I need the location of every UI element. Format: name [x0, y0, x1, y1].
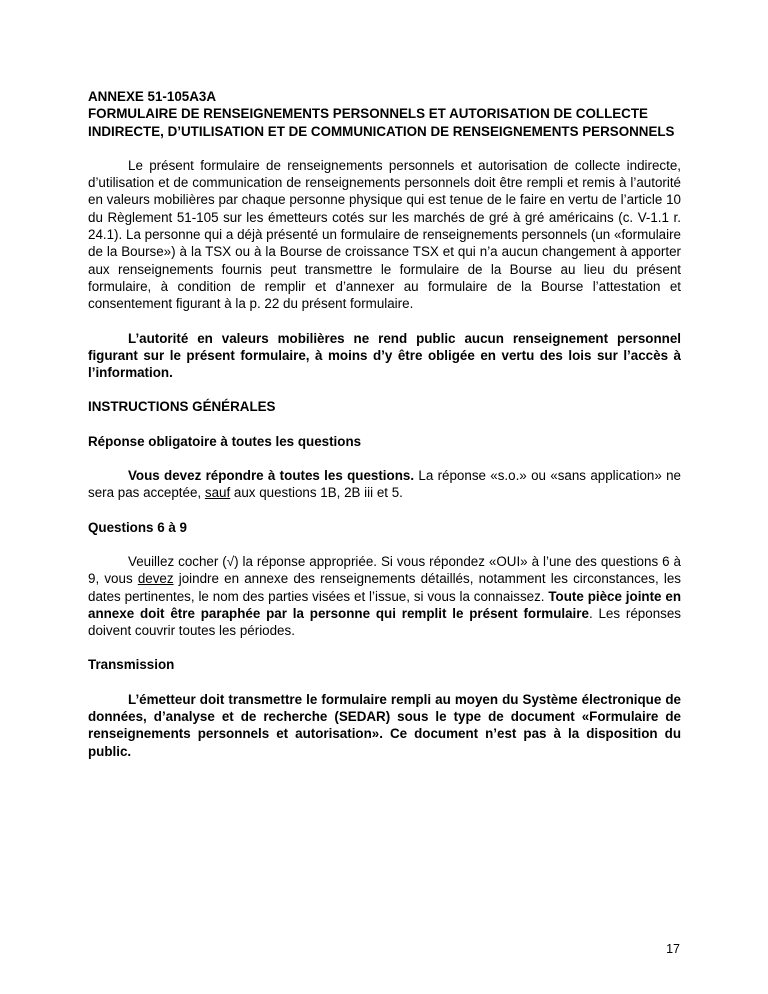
section-heading-questions: Questions 6 à 9	[88, 519, 187, 535]
section-heading-mandatory: Réponse obligatoire à toutes les questions	[88, 433, 362, 449]
general-instructions-heading: INSTRUCTIONS GÉNÉRALES	[88, 399, 276, 415]
mandatory-text-a: La réponse «s.o.» ou «sans application» ne sera pas acceptée,	[88, 468, 681, 501]
form-title: FORMULAIRE DE RENSEIGNEMENTS PERSONNELS ET AUTORISATION DE COLLECTE INDIRECTE, D’UTILISATION ET DE COMMUNICATION DE RENSEIGNEMENTS PERSONNELS	[88, 106, 675, 139]
mandatory-bold: Vous devez répondre à toutes les questions.	[128, 468, 415, 484]
document-page	[88, 88, 681, 760]
annex-number: ANNEXE 51-105A3A	[88, 89, 217, 104]
questions-paragraph	[88, 553, 681, 639]
questions-text-c: . Les réponses doivent couvrir toutes les périodes.	[88, 605, 681, 639]
privacy-notice: L’autorité en valeurs mobilières ne rend public aucun renseignement personnel figurant sur le présent formulaire, à moins d’y être obligée en vertu des lois sur l’accès à l’information.	[88, 330, 681, 381]
mandatory-underline: sauf	[204, 485, 231, 501]
questions-bold: Toute pièce jointe en annexe doit être paraphée par la personne qui remplit le présent formulaire	[88, 588, 681, 621]
mandatory-text-b: aux questions 1B, 2B iii et 5.	[230, 485, 403, 501]
section-heading-transmission: Transmission	[88, 657, 175, 673]
mandatory-paragraph	[88, 467, 681, 502]
questions-text-a: Veuillez cocher (√) la réponse appropriée. Si vous répondez «OUI» à l’une des questions 6 à 9, vous	[88, 553, 681, 587]
page-number: 17	[666, 942, 680, 956]
questions-text-b: joindre en annexe des renseignements détaillés, notamment les circonstances, les dates pertinentes, le nom des parties visées et l’issue, si vous la connaissez.	[88, 571, 681, 604]
intro-paragraph: Le présent formulaire de renseignements personnels et autorisation de collecte indirecte, d’utilisation et de communication de renseignements personnels doit être rempli et remis à l’autorité en valeurs mobilières par chaque personne physique qui est tenue de le faire en vertu de l’article 10 du Règlement 51-105 sur les émetteurs cotés sur les marchés de gré à gré américains (c. V-1.1 r. 24.1). La personne qui a déjà présenté un formulaire de renseignements personnels (un «formulaire de la Bourse») à la TSX ou à la Bourse de croissance TSX et qui n’a aucun changement à apporter aux renseignements fournis peut transmettre le formulaire de la Bourse au lieu du présent formulaire, à condition de remplir et d’annexer au formulaire de la Bourse l’attestation et consentement figurant à la p. 22 du présent formulaire.	[88, 157, 681, 312]
transmission-paragraph: L’émetteur doit transmettre le formulaire rempli au moyen du Système électronique de données, d’analyse et de recherche (SEDAR) sous le type de document «Formulaire de renseignements personnels et autorisation». Ce document n’est pas à la disposition du public.	[88, 691, 681, 759]
questions-underline: devez	[137, 571, 174, 587]
